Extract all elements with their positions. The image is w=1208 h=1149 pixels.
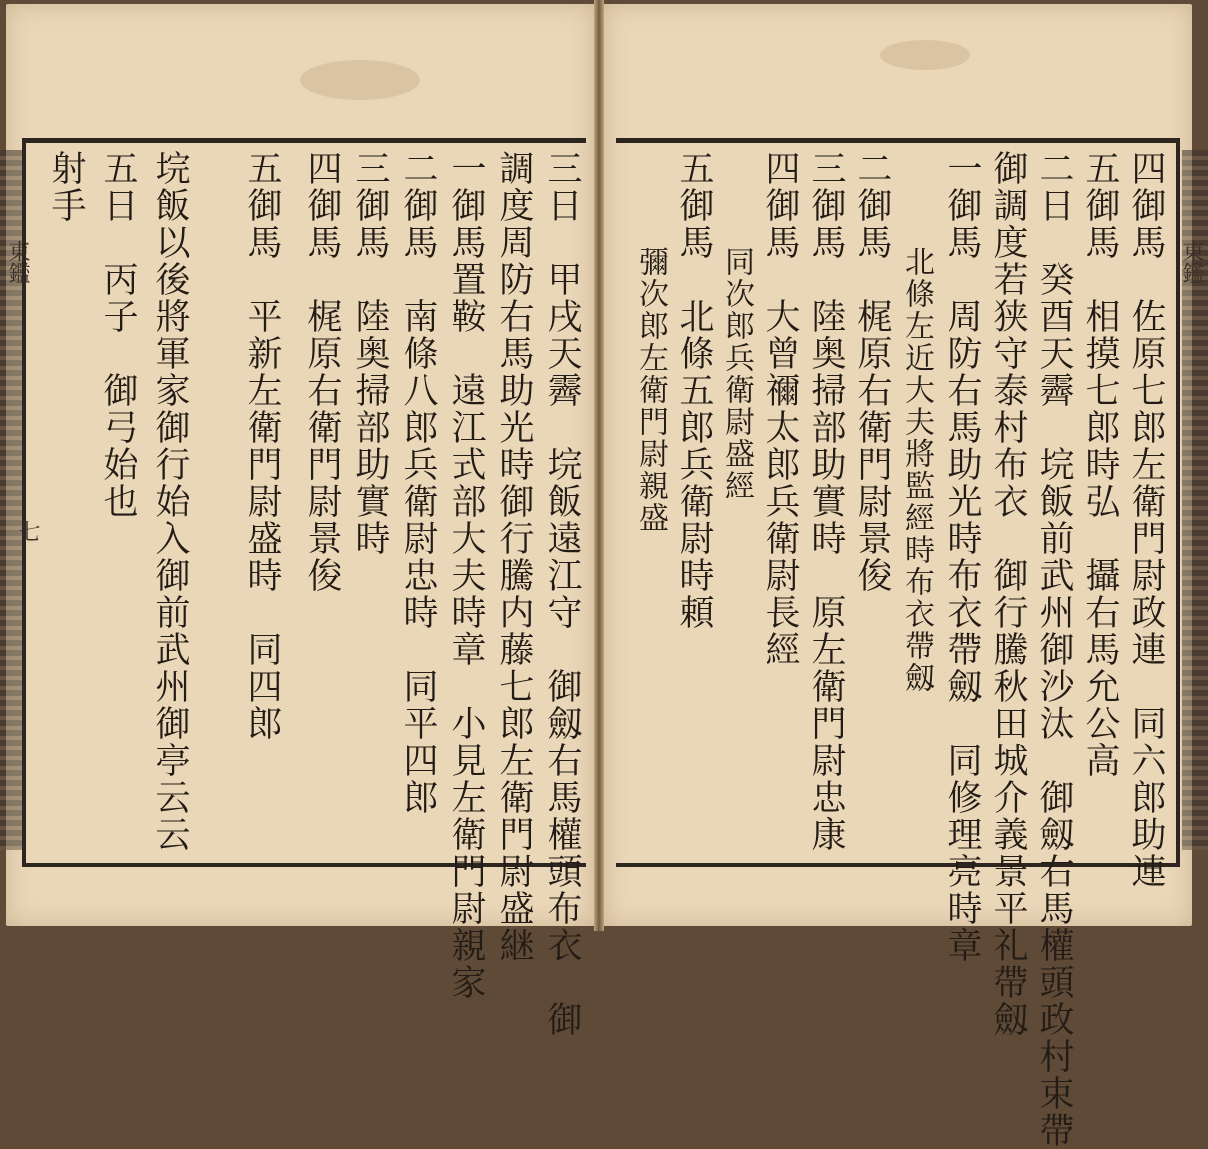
left-text-block (30, 150, 582, 1038)
text-column: 射手 (46, 150, 86, 224)
text-column: 四御馬 大曾禰太郎兵衛尉長經 (760, 150, 800, 668)
text-column: 三御馬 陸奥掃部助實時 原左衛門尉忠康 (806, 150, 846, 853)
right-running-head: 東鑑 (1179, 240, 1204, 284)
right-text-block (628, 150, 1168, 1149)
text-column: 彌次郎左衛門尉親盛 (633, 150, 668, 534)
left-running-head: 東鑑 (5, 240, 30, 284)
text-column: 五御馬 平新左衛門尉盛時 同四郎 (242, 150, 282, 742)
text-column: 四御馬 梶原右衛門尉景俊 (302, 150, 342, 594)
text-column: 三御馬 陸奥掃部助實時 (350, 150, 390, 557)
text-column: 四御馬 佐原七郎左衛門尉政連 同六郎助連 (1126, 150, 1166, 890)
text-column: 二御馬 南條八郎兵衛尉忠時 同平四郎 (398, 150, 438, 816)
text-column: 一御馬置鞍 遠江式部大夫時章 小見左衛門尉親家 (446, 150, 486, 1001)
text-column: 五御馬 北條五郎兵衛尉時頼 (674, 150, 714, 631)
folio-number: 七 (15, 520, 40, 542)
text-column: 御調度若狭守泰村布衣 御行騰秋田城介義景平礼帶劔 (988, 150, 1028, 1038)
text-column: 北條左近大夫將監經時布衣帶劔 (899, 150, 934, 694)
text-column: 五御馬 相摸七郎時弘 攝右馬允公高 (1080, 150, 1120, 779)
paper-stain (300, 60, 420, 100)
text-column: 二日 癸酉天霽 垸飯前武州御沙汰 御劔右馬權頭政村束帶 (1034, 150, 1074, 1149)
text-column: 五日 丙子 御弓始也 (98, 150, 138, 520)
text-column: 垸飯以後將軍家御行始入御前武州御亭云云 (150, 150, 190, 853)
book-gutter (594, 0, 604, 931)
text-column: 三日 甲戌天霽 垸飯遠江守 御劔右馬權頭布衣 御 (542, 150, 582, 1038)
paper-stain (880, 40, 970, 70)
text-column: 調度周防右馬助光時御行騰内藤七郎左衛門尉盛継 (494, 150, 534, 964)
text-column: 同次郎兵衛尉盛經 (719, 150, 754, 502)
text-column: 二御馬 梶原右衛門尉景俊 (852, 150, 892, 594)
text-column: 一御馬 周防右馬助光時布衣帶劔 同修理亮時章 (942, 150, 982, 964)
